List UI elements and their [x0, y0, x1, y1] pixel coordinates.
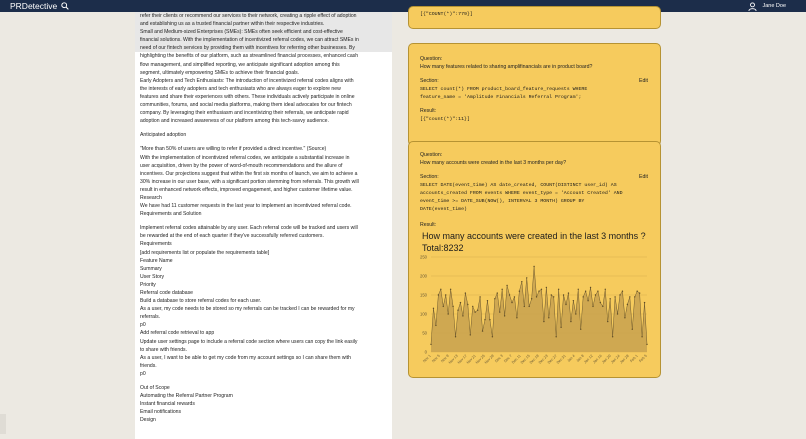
- x-tick-label: Nov 5: [431, 353, 441, 364]
- document-line: segment, ultimately empowering SMEs to achieve their financial goals.: [140, 69, 300, 76]
- data-point: [641, 336, 642, 337]
- document-line: adoption and increased awareness of our platform among this tech-savvy audience.: [140, 118, 329, 125]
- data-point: [558, 289, 559, 290]
- document-line: Small and Medium-sized Enterprises (SMEs): SMEs often seek efficient and cost-effective: [140, 29, 343, 36]
- data-point: [511, 302, 512, 303]
- data-point: [430, 344, 431, 345]
- prd-document-text: [135, 12, 392, 425]
- data-point: [479, 296, 480, 297]
- y-tick-label: 0: [424, 349, 427, 355]
- data-point: [445, 294, 446, 295]
- data-point: [627, 304, 628, 305]
- data-point: [612, 336, 613, 337]
- y-tick-label: 50: [422, 330, 427, 336]
- x-tick-label: Dec 7: [503, 353, 513, 364]
- data-point: [506, 285, 507, 286]
- document-line: friends.: [140, 362, 157, 369]
- x-tick-label: Nov 21: [465, 353, 477, 365]
- data-point: [602, 306, 603, 307]
- data-point: [460, 302, 461, 303]
- data-point: [555, 336, 556, 337]
- sidebar-edge: [0, 414, 6, 434]
- search-icon[interactable]: [61, 2, 69, 10]
- edit-button[interactable]: Edit: [639, 78, 648, 84]
- document-line: With the implementation of incentivized referral codes, we anticipate a substantial increase in: [140, 154, 350, 161]
- x-tick-label: Dec 19: [528, 353, 540, 365]
- data-point: [597, 291, 598, 292]
- data-point: [548, 317, 549, 318]
- result-label: Result:: [420, 108, 437, 114]
- x-tick-label: Feb 1: [629, 353, 639, 364]
- document-line: As a user, my code needs to be stored so my referrals can be tracked I can be rewarded for my: [140, 306, 355, 313]
- data-point: [634, 296, 635, 297]
- document-line: Anticipated adoption: [140, 132, 187, 139]
- data-point: [543, 321, 544, 322]
- data-point: [482, 330, 483, 331]
- user-name: Jane Doe: [762, 3, 786, 9]
- data-point: [636, 291, 637, 292]
- y-tick-label: 200: [420, 273, 427, 279]
- document-line: user acquisition, driven by the power of word-of-mouth recommendations and the allure of: [140, 162, 343, 169]
- data-point: [565, 304, 566, 305]
- document-line: Priority: [140, 281, 156, 288]
- document-line: company. By leveraging their enthusiasm and incentivizing their referrals, we anticipate rapid: [140, 110, 349, 117]
- data-point: [435, 325, 436, 326]
- question-label: Question:: [420, 152, 443, 158]
- data-point: [592, 306, 593, 307]
- user-icon: [748, 2, 757, 11]
- x-tick-label: Dec 15: [519, 353, 531, 365]
- document-line: Design: [140, 417, 156, 424]
- data-point: [477, 310, 478, 311]
- data-point: [440, 289, 441, 290]
- document-line: p0: [140, 370, 146, 377]
- data-point: [624, 317, 625, 318]
- document-line: and establishing us as a trusted financial partner within their respective industries.: [140, 21, 325, 28]
- document-line: features and share their experiences with others. These individuals actively participate in online: [140, 93, 355, 100]
- data-point: [600, 302, 601, 303]
- data-point: [455, 336, 456, 337]
- document-line: Implement referral codes attainable by any user. Each referral code will be tracked and users will: [140, 225, 358, 232]
- data-point: [560, 327, 561, 328]
- data-point: [514, 296, 515, 297]
- document-line: communities, forums, and social media platforms, making them ideal advocates for our fintech: [140, 102, 352, 109]
- data-point: [497, 292, 498, 293]
- top-navigation-bar: [0, 0, 806, 12]
- data-point: [519, 291, 520, 292]
- chart-title: How many accounts were created in the last 3 months ?: [422, 231, 646, 241]
- data-point: [467, 304, 468, 305]
- data-point: [595, 294, 596, 295]
- prd-document-pane[interactable]: [135, 12, 392, 439]
- data-point: [521, 281, 522, 282]
- data-point: [629, 296, 630, 297]
- data-point: [457, 310, 458, 311]
- data-point: [452, 306, 453, 307]
- data-point: [465, 292, 466, 293]
- data-point: [587, 300, 588, 301]
- document-line: Requirements: [140, 241, 172, 248]
- document-line: Research: [140, 194, 162, 201]
- data-point: [447, 313, 448, 314]
- x-tick-label: Jan 20: [601, 353, 612, 365]
- data-point: [484, 319, 485, 320]
- document-line: Summary: [140, 265, 162, 272]
- data-point: [646, 344, 647, 345]
- data-point: [585, 291, 586, 292]
- data-point: [607, 321, 608, 322]
- accounts-created-chart: [409, 142, 660, 377]
- edit-button[interactable]: Edit: [639, 174, 648, 180]
- query-card-accounts-total: [408, 6, 661, 29]
- document-line: Add referral code retrieval to app: [140, 330, 215, 337]
- document-line: the interests of early adopters and tech enthusiasts who are always eager to explore new: [140, 85, 341, 92]
- y-tick-label: 100: [420, 311, 427, 317]
- data-point: [614, 296, 615, 297]
- data-point: [619, 294, 620, 295]
- x-tick-label: Dec 31: [555, 353, 567, 365]
- data-point: [531, 298, 532, 299]
- chart-total: Total:8232: [422, 243, 464, 253]
- y-tick-label: 150: [420, 292, 427, 298]
- question-label: Question:: [420, 56, 443, 62]
- data-point: [639, 292, 640, 293]
- document-line: Email notifications: [140, 409, 182, 416]
- document-line: Early Adopters and Tech Enthusiasts: The introduction of incentivized referral codes aligns with: [140, 77, 354, 84]
- data-point: [499, 311, 500, 312]
- document-line: need of our fintech services by providing them with incentives for referring other businesses. By: [140, 45, 355, 52]
- x-tick-label: Dec 23: [537, 353, 549, 365]
- document-line: As a user, I want to be able to get my code from my account settings so I can share them with: [140, 354, 351, 361]
- data-point: [492, 336, 493, 337]
- data-point: [622, 291, 623, 292]
- data-point: [563, 294, 564, 295]
- data-point: [443, 306, 444, 307]
- x-tick-label: Nov 29: [483, 353, 495, 365]
- document-line: incentives. Our projections suggest that within the first six months of launch, we aim to achieve a: [140, 170, 358, 177]
- y-tick-label: 250: [420, 254, 427, 260]
- data-point: [524, 306, 525, 307]
- question-text: How many accounts were created in the last 3 months per day?: [420, 160, 567, 166]
- data-point: [516, 317, 517, 318]
- data-point: [580, 329, 581, 330]
- document-line: [add requirements list or populate the requirements table]: [140, 249, 270, 256]
- section-label: Section:: [420, 78, 439, 84]
- data-point: [450, 289, 451, 290]
- data-point: [501, 289, 502, 290]
- document-line: to share with friends.: [140, 346, 187, 353]
- data-point: [644, 302, 645, 303]
- data-point: [632, 329, 633, 330]
- x-tick-label: Dec 3: [494, 353, 504, 364]
- x-tick-label: Jan 4: [566, 353, 576, 363]
- data-point: [605, 289, 606, 290]
- x-tick-label: Jan 8: [575, 353, 585, 363]
- data-point: [533, 266, 534, 267]
- data-point: [489, 319, 490, 320]
- data-point: [462, 315, 463, 316]
- x-tick-label: Nov 25: [474, 353, 486, 365]
- data-point: [494, 298, 495, 299]
- document-line: result in enhanced network effects, improved engagement, and higher customer lifetime value.: [140, 186, 353, 193]
- document-line: Automating the Referral Partner Program: [140, 393, 233, 400]
- document-line: flow management, and simplified reporting, we anticipate significant adoption among this: [140, 61, 340, 68]
- selected-text-highlight: [135, 12, 392, 52]
- x-tick-label: Nov 9: [440, 353, 450, 364]
- data-point: [590, 287, 591, 288]
- question-text: How many features related to sharing amplifinancials are in product board?: [420, 64, 593, 70]
- data-point: [528, 306, 529, 307]
- x-tick-label: Nov 17: [456, 353, 468, 365]
- x-tick-label: Jan 24: [610, 353, 621, 365]
- x-tick-label: Jan 12: [583, 353, 594, 365]
- section-label: Section:: [420, 174, 439, 180]
- document-line: referrals.: [140, 314, 161, 321]
- data-point: [582, 296, 583, 297]
- document-line: be rewarded at the end of each quarter if they've successfully referred customers.: [140, 233, 324, 240]
- x-tick-label: Jan 28: [619, 353, 630, 365]
- x-tick-label: Nov 1: [422, 353, 432, 364]
- data-point: [553, 296, 554, 297]
- query-card-accounts-created: [408, 141, 661, 378]
- document-line: User Story: [140, 273, 165, 280]
- document-line: Update user settings page to include a referral code section where users can copy the link easily: [140, 338, 358, 345]
- data-point: [433, 308, 434, 309]
- document-line: p0: [140, 322, 146, 329]
- query-card-features: [408, 43, 661, 146]
- document-line: refer their clients or recommend our services to their network, creating a ripple effect of adoption: [140, 13, 357, 19]
- document-line: "More than 50% of users are willing to refer if provided a direct incentive." (Source): [140, 146, 327, 153]
- data-point: [472, 306, 473, 307]
- data-point: [617, 313, 618, 314]
- data-point: [538, 291, 539, 292]
- data-point: [504, 315, 505, 316]
- x-tick-label: Dec 11: [511, 353, 522, 365]
- data-point: [487, 300, 488, 301]
- data-point: [474, 311, 475, 312]
- x-tick-label: Dec 27: [546, 353, 558, 365]
- data-point: [609, 298, 610, 299]
- document-line: We have had 11 customer requests in the last year to implement an incentivized referral code.: [140, 203, 352, 210]
- document-line: 30% increase in our user base, with a significant portion stemming from referrals. This growth will: [140, 178, 359, 185]
- data-point: [573, 300, 574, 301]
- data-point: [551, 294, 552, 295]
- data-point: [470, 334, 471, 335]
- document-line: Build a database to store referral codes for each user.: [140, 298, 262, 305]
- data-point: [578, 289, 579, 290]
- data-point: [438, 294, 439, 295]
- sql-query: SELECT DATE(event_time) AS date_created, COUNT(DISTINCT user_id) AS accounts_created FROM events WHERE event_type = 'Account Created' AND event_time >= DATE_SUB(NOW(), INTERVAL 3 MONTH) GROUP BY DATE(event_time): [420, 183, 623, 212]
- document-line: Requirements and Solution: [140, 211, 202, 218]
- result-label: Result:: [420, 222, 437, 228]
- sql-query: SELECT count(*) FROM product_board_feature_requests WHERE feature_name = 'Amplitude Financials Referral Program';: [420, 87, 588, 100]
- data-point: [526, 277, 527, 278]
- document-line: financial solutions. With the implementation of incentivized referral codes, we can attract SMEs in: [140, 37, 359, 44]
- query-result-value: [{"COUNT(*)":779}]: [420, 12, 473, 17]
- x-tick-label: Nov 13: [447, 353, 459, 365]
- x-tick-label: Feb 5: [638, 353, 648, 364]
- document-line: Instant financial rewards: [140, 401, 195, 408]
- data-point: [509, 294, 510, 295]
- document-line: Referral code database: [140, 290, 193, 296]
- data-point: [536, 296, 537, 297]
- data-point: [546, 287, 547, 288]
- document-line: Out of Scope: [140, 385, 170, 392]
- data-point: [575, 313, 576, 314]
- brand-logo[interactable]: PRDetective: [10, 1, 58, 11]
- query-result-value: [{"count(*)":11}]: [420, 117, 470, 122]
- x-tick-label: Jan 16: [592, 353, 603, 365]
- document-line: highlighting the benefits of our platform, such as streamlined financial processes, enhanced cash: [140, 53, 359, 60]
- data-point: [570, 321, 571, 322]
- data-point: [568, 292, 569, 293]
- document-line: Feature Name: [140, 257, 173, 264]
- data-point: [541, 289, 542, 290]
- user-menu[interactable]: [748, 0, 786, 12]
